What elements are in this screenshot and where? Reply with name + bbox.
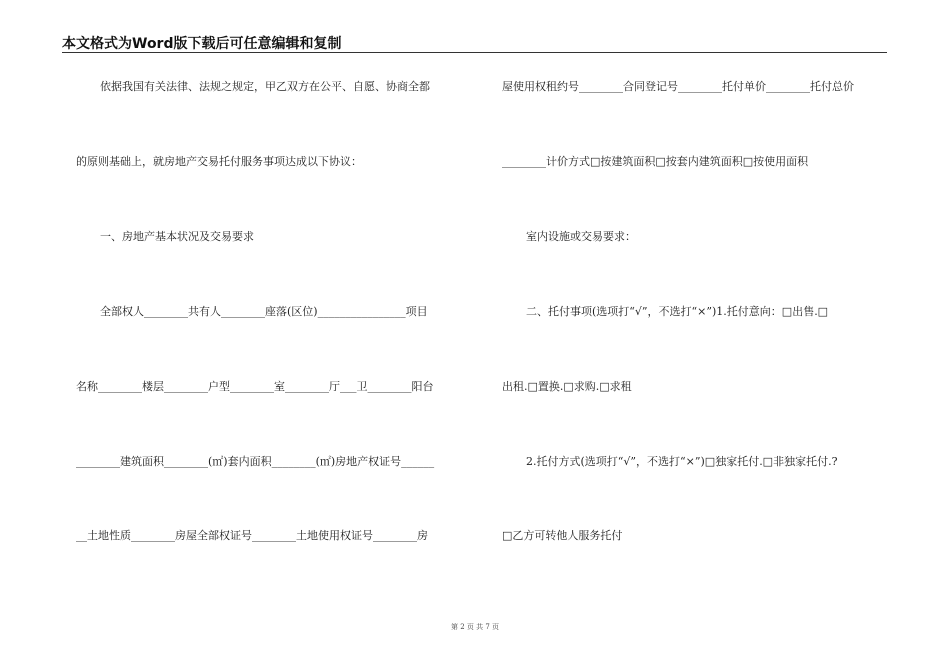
right-paragraph-line-3: 室内设施或交易要求： [526, 230, 636, 243]
right-paragraph-line-6: 2.托付方式(选项打“√”，不选打“×”)□独家托付.□非独家托付.? [526, 455, 838, 468]
right-paragraph-line-5: 出租.□置换.□求购.□求租 [502, 380, 632, 393]
document-header-title: 本文格式为Word版下载后可任意编辑和复制 [62, 36, 342, 52]
left-paragraph-line-5: 名称________楼层________户型________室________厅___卫________阳台 [76, 380, 434, 393]
left-paragraph-line-4: 全部权人________共有人________座落(区位)________________项目 [100, 305, 428, 318]
section-heading-property: 一、房地产基本状况及交易要求 [100, 230, 254, 243]
header-divider [62, 52, 887, 53]
page-number: 第 2 页 共 7 页 [450, 623, 500, 631]
right-paragraph-line-1: 屋使用权租约号________合同登记号________托付单价________托付总价 [502, 80, 854, 93]
right-paragraph-line-7: □乙方可转他人服务托付 [502, 529, 623, 542]
left-paragraph-line-1: 依据我国有关法律、法规之规定，甲乙双方在公平、自愿、协商全都 [100, 80, 430, 93]
left-paragraph-line-7: __土地性质________房屋全部权证号________土地使用权证号________房 [76, 529, 428, 542]
left-paragraph-line-6: ________建筑面积________(㎡)套内面积________(㎡)房地产权证号______ [76, 455, 435, 468]
right-paragraph-line-2: ________计价方式□按建筑面积□按套内建筑面积□按使用面积 [502, 155, 809, 168]
left-paragraph-line-2: 的原则基础上，就房地产交易托付服务事项达成以下协议： [76, 155, 362, 168]
section-heading-entrustment: 二、托付事项(选项打“√”，不选打“×”)1.托付意向：□出售.□ [526, 305, 829, 318]
